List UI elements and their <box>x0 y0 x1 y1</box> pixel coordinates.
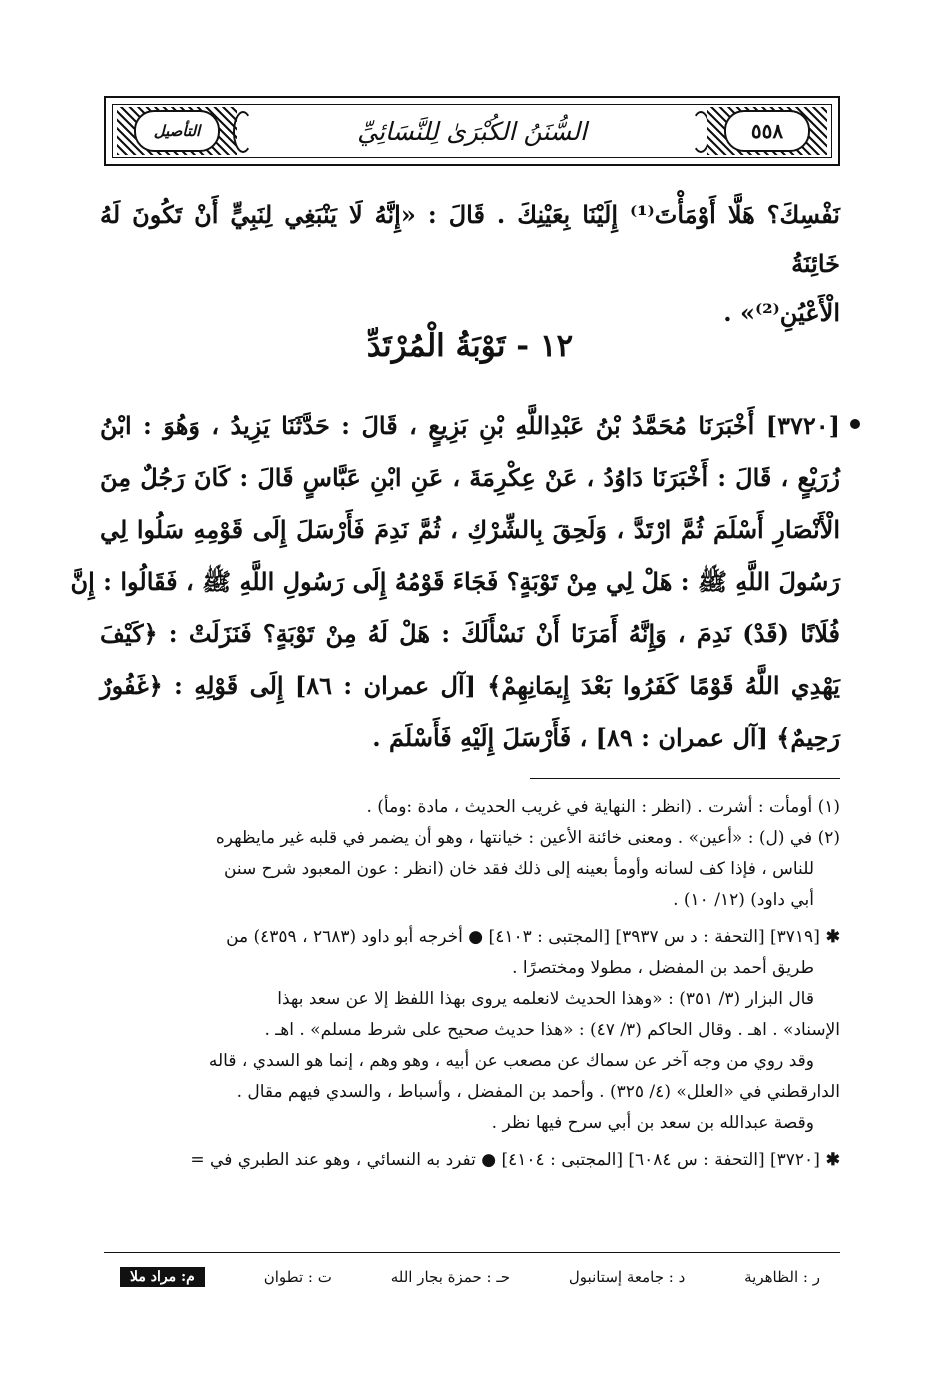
section-heading: ١٢ - تَوْبَةُ الْمُرْتَدِّ <box>366 328 574 364</box>
page-number-ornament <box>707 107 827 155</box>
footnote-separator <box>530 778 840 779</box>
publisher-logo: التأصيل <box>153 122 201 140</box>
lead-line-2: الْأَعْيُنِ⁽²⁾» . <box>723 298 840 327</box>
hadith-line: [٣٧٢٠] أَخْبَرَنَا مُحَمَّدُ بْنُ عَبْدِاللَّهِ بْنِ بَزِيعٍ ، قَالَ : حَدَّثَنَا يَزِيدُ ، وَهُوَ : ابْنُ <box>100 411 840 440</box>
hadith-line: زُرَيْعٍ ، قَالَ : أَخْبَرَنَا دَاوُدُ ، عَنْ عِكْرِمَةَ ، عَنِ ابْنِ عَبَّاسٍ قَالَ : كَانَ رَجُلٌ مِنَ <box>100 463 840 492</box>
takhrij-3719 <box>100 922 840 953</box>
page-header <box>104 96 840 166</box>
lead-paragraph <box>100 190 840 337</box>
takhrij-story: وقصة عبدالله بن سعد بن أبي سرح فيها نظر . <box>491 1113 814 1133</box>
takhrij-daraqutni-cont: الدارقطني في «العلل» (٤/ ٣٢٥) . وأحمد بن المفضل ، وأسباط ، والسدي فيهم مقال . <box>236 1082 840 1102</box>
footnotes <box>100 792 840 1176</box>
takhrij-3720-text: [٣٧٢٠] [التحفة : س ٦٠٨٤] [المجتبى : ٤١٠٤] ● تفرد به النسائي ، وهو عند الطبري في = <box>190 1150 820 1170</box>
page-number: ٥٥٨ <box>750 119 784 143</box>
takhrij-daraqutni: وقد روي من وجه آخر عن سماك عن مصعب عن أبيه ، وهو وهم ، إنما هو السدي ، قاله <box>208 1051 814 1071</box>
hadith-line: رَسُولَ اللَّهِ ﷺ : هَلْ لِي مِنْ تَوْبَةٍ؟ فَجَاءَ قَوْمُهُ إِلَى رَسُولِ اللَّهِ ﷺ ، فَقَالُوا : إِنَّ <box>70 567 840 596</box>
hadith-line: فُلَانًا (قَدْ) نَدِمَ ، وَإِنَّهُ أَمَرَنَا أَنْ نَسْأَلَكَ : هَلْ لَهُ مِنْ تَوْبَةٍ؟ فَنَزَلَتْ : ﴿كَيْفَ <box>100 619 840 648</box>
hadith-3720 <box>70 400 840 764</box>
footnote-1: (١) أومأت : أشرت . (انظر : النهاية في غريب الحديث ، مادة :ومأ) . <box>366 797 840 817</box>
asterisk-icon: ✱ <box>819 1150 840 1170</box>
takhrij-3719-text: [٣٧١٩] [التحفة : د س ٣٩٣٧] [المجتبى : ٤١٠٣] ● أخرجه أبو داود (٢٦٨٣ ، ٤٣٥٩) من <box>226 927 820 947</box>
footer-separator <box>104 1252 840 1253</box>
takhrij-3719-cont: طريق أحمد بن المفضل ، مطولا ومختصرًا . <box>512 958 814 978</box>
legend-item: د : جامعة إستانبول <box>568 1268 686 1286</box>
legend-item: ت : تطوان <box>263 1268 332 1286</box>
hadith-line: الْأَنْصَارِ أَسْلَمَ ثُمَّ ارْتَدَّ ، وَلَحِقَ بِالشِّرْكِ ، ثُمَّ نَدِمَ فَأَرْسَلَ إِلَى قَوْمِهِ سَلُوا لِي <box>100 515 840 544</box>
page-number-cartouche <box>724 110 810 152</box>
takhrij-bazzar: قال البزار (٣/ ٣٥١) : «وهذا الحديث لانعلمه يروى بهذا اللفظ إلا عن سعد بهذا <box>277 989 814 1009</box>
asterisk-icon: ✱ <box>819 927 840 947</box>
footnote-2: (٢) في (ل) : «أعين» . ومعنى خائنة الأعين : خيانتها ، وهو أن يضمر في قلبه غير مايظهره <box>215 828 840 848</box>
logo-ornament <box>117 107 237 155</box>
ornament-curl-left <box>233 111 253 153</box>
header-frame <box>112 104 832 158</box>
hadith-line: رَحِيمٌ﴾ [آل عمران : ٨٩] ، فَأَرْسَلَ إِلَيْهِ فَأَسْلَمَ . <box>372 723 840 752</box>
legend-item: ر : الظاهرية <box>744 1268 820 1286</box>
footnote-2-cont: أبي داود) (١٢/ ١٠) . <box>673 890 814 910</box>
lead-line-1: نَفْسِكَ؟ هَلَّا أَوْمَأْتَ⁽¹⁾ إِلَيْنَا بِعَيْنِكَ . قَالَ : «إِنَّهُ لَا يَنْبَغِي لِنَبِيٍّ أَنْ تَكُونَ لَهُ خَائِنَةُ <box>100 200 840 278</box>
hadith-line: يَهْدِي اللَّهُ قَوْمًا كَفَرُوا بَعْدَ إِيمَانِهِمْ﴾ [آل عمران : ٨٦] إِلَى قَوْلِهِ : ﴿غَفُورٌ <box>100 671 840 700</box>
legend-badge: م: مراد ملا <box>120 1267 205 1287</box>
footnote-2-cont: للناس ، فإذا كف لسانه وأومأ بعينه إلى ذلك فقد خان (انظر : عون المعبود شرح سنن <box>223 859 814 879</box>
logo-cartouche <box>134 110 220 152</box>
takhrij-bazzar-cont: الإسناد» . اهـ . وقال الحاكم (٣/ ٤٧) : «هذا حديث صحيح على شرط مسلم» . اهـ . <box>264 1020 840 1040</box>
legend-item: حـ : حمزة بجار الله <box>390 1268 511 1286</box>
manuscript-legend <box>120 1262 820 1292</box>
bullet-icon <box>850 419 860 429</box>
takhrij-3720 <box>100 1145 840 1176</box>
running-title: السُّنَنُ الكُبْرَىٰ لِلنَّسَائِيِّ <box>357 116 587 146</box>
